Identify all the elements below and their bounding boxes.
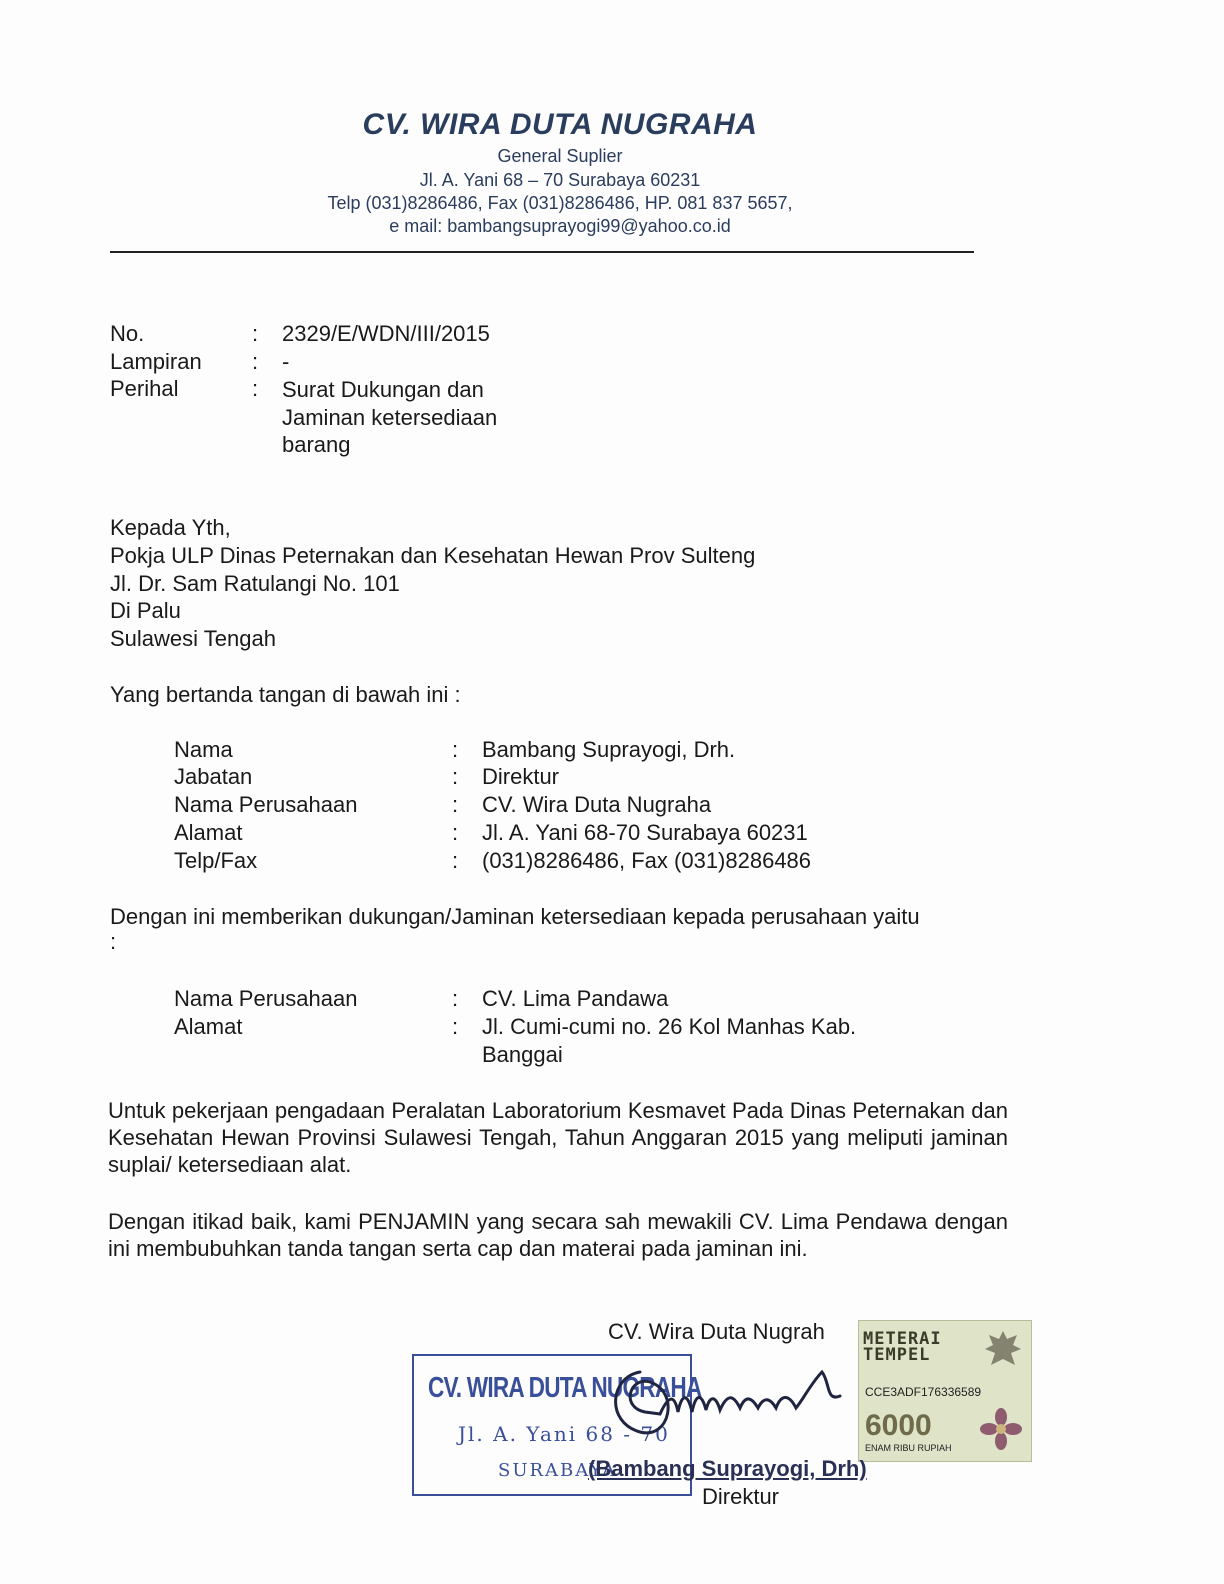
meterai-value: 6000 <box>865 1409 932 1442</box>
signer-jabatan-label: Jabatan <box>174 764 253 789</box>
letterhead-email: e mail: bambangsuprayogi99@yahoo.co.id <box>389 216 731 236</box>
garuda-emblem-icon <box>981 1327 1025 1373</box>
letterhead-company: CV. WIRA DUTA NUGRAHA <box>362 108 758 141</box>
stamp-address: Jl. A. Yani 68 - 70 <box>458 1422 670 1446</box>
signer-perusahaan: CV. Wira Duta Nugraha <box>482 792 712 817</box>
ref-perihal-line: barang <box>282 432 351 457</box>
ref-no-value: 2329/E/WDN/III/2015 <box>282 321 490 346</box>
recipient-line: Di Palu <box>110 598 181 623</box>
colon: : <box>452 764 459 789</box>
intro-text: Yang bertanda tangan di bawah ini : <box>110 682 461 707</box>
ref-lampiran-label: Lampiran <box>110 349 202 374</box>
stamp-title: CV. WIRA DUTA NUGRAHA <box>428 1372 702 1404</box>
signer-nama-label: Nama <box>174 737 233 762</box>
support-colon: : <box>110 929 117 954</box>
letterhead-address: Jl. A. Yani 68 – 70 Surabaya 60231 <box>419 170 701 190</box>
meterai-stamp <box>858 1320 1032 1462</box>
supported-perusahaan-label: Nama Perusahaan <box>174 986 358 1011</box>
ref-perihal-line: Jaminan ketersediaan <box>282 405 498 430</box>
closing-company: CV. Wira Duta Nugrah <box>608 1319 825 1344</box>
letterhead-divider <box>110 251 974 253</box>
paragraph-purpose: Untuk pekerjaan pengadaan Peralatan Laboratorium Kesmavet Pada Dinas Peternakan dan Kesehatan Hewan Provinsi Sulawesi Tengah, Tahun Anggaran 2015 yang meliputi jaminan suplai/ ketersediaan alat. <box>108 1098 1008 1177</box>
signer-nama: Bambang Suprayogi, Drh. <box>482 737 736 762</box>
colon: : <box>452 848 459 873</box>
colon: : <box>452 1014 459 1039</box>
ref-perihal-label: Perihal <box>110 376 179 401</box>
ref-perihal-colon: : <box>252 376 259 401</box>
meterai-label <box>863 1331 942 1363</box>
ref-lampiran-colon: : <box>252 349 259 374</box>
ref-no-label: No. <box>110 321 145 346</box>
signer-jabatan: Direktur <box>482 764 560 789</box>
signer-alamat: Jl. A. Yani 68-70 Surabaya 60231 <box>482 820 808 845</box>
recipient-line: Jl. Dr. Sam Ratulangi No. 101 <box>110 571 400 596</box>
signer-role: Direktur <box>702 1484 780 1509</box>
signer-telp: (031)8286486, Fax (031)8286486 <box>482 848 812 873</box>
meterai-code: CCE3ADF176336589 <box>865 1385 982 1399</box>
ref-perihal-line: Surat Dukungan dan <box>282 377 484 402</box>
recipient-greeting: Kepada Yth, <box>110 515 231 540</box>
colon: : <box>452 986 459 1011</box>
signer-name: (Bambang Suprayogi, Drh) <box>588 1456 867 1481</box>
colon: : <box>452 820 459 845</box>
ref-lampiran-value: - <box>282 349 290 374</box>
supported-perusahaan: CV. Lima Pandawa <box>482 986 669 1011</box>
support-intro: Dengan ini memberikan dukungan/Jaminan ketersediaan kepada perusahaan yaitu <box>110 904 920 929</box>
meterai-label-2: TEMPEL <box>863 1345 931 1365</box>
paragraph-guarantee: Dengan itikad baik, kami PENJAMIN yang secara sah mewakili CV. Lima Pendawa dengan ini membubuhkan tanda tangan serta cap dan materai pada jaminan ini. <box>108 1209 1008 1261</box>
signature-icon <box>600 1352 870 1452</box>
signer-perusahaan-label: Nama Perusahaan <box>174 792 358 817</box>
letterhead-phone: Telp (031)8286486, Fax (031)8286486, HP. 081 837 5657, <box>327 193 793 213</box>
supported-alamat-label: Alamat <box>174 1014 243 1039</box>
meterai-words: ENAM RIBU RUPIAH <box>865 1443 952 1453</box>
flower-ornament-icon <box>979 1407 1023 1451</box>
ref-no-colon: : <box>252 321 259 346</box>
stamp-city: SURABAYA <box>498 1460 618 1481</box>
signer-telp-label: Telp/Fax <box>174 848 258 873</box>
signer-alamat-label: Alamat <box>174 820 243 845</box>
supported-alamat-line1: Jl. Cumi-cumi no. 26 Kol Manhas Kab. <box>482 1014 857 1039</box>
colon: : <box>452 792 459 817</box>
recipient-line: Pokja ULP Dinas Peternakan dan Kesehatan Hewan Prov Sulteng <box>110 543 756 568</box>
meterai-label-1: METERAI <box>863 1329 942 1349</box>
letterhead-tagline: General Suplier <box>497 146 623 166</box>
recipient-line: Sulawesi Tengah <box>110 626 276 651</box>
supported-alamat-line2: Banggai <box>482 1042 563 1067</box>
colon: : <box>452 737 459 762</box>
